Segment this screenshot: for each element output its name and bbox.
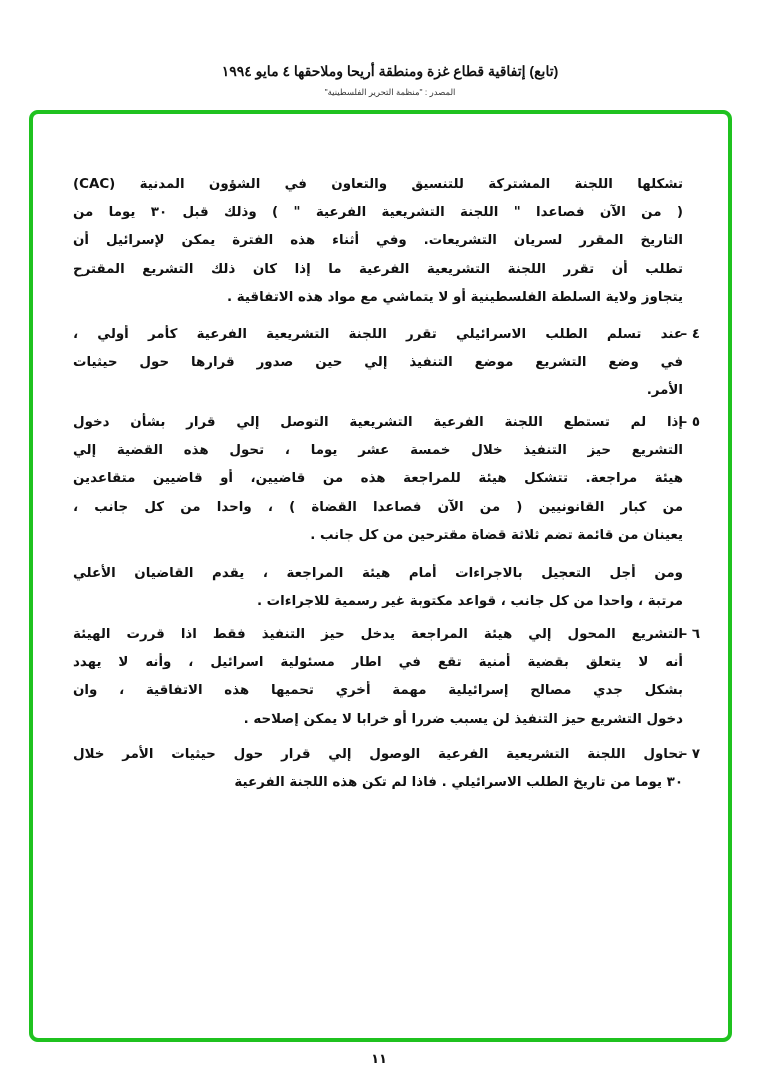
text-line: تطلب أن تقرر اللجنة التشريعية الفرعية ما إذا كان ذلك التشريع المقترح (73, 261, 683, 277)
text-line: ٣٠ يوما من تاريخ الطلب الاسرائيلي . فاذا لم تكن هذه اللجنة الفرعية (234, 775, 683, 791)
text-line: ومن أجل التعجيل بالاجراءات أمام هيئة المراجعة ، يقدم القاضيان الأعلي (73, 566, 683, 581)
text-line: دخول التشريع حيز التنفيذ لن يسبب ضررا أو خرابا لا يمكن إصلاحه . (243, 711, 683, 727)
text-line: التاريخ المقرر لسريان التشريعات. وفي أثناء هذه الفترة يمكن لإسرائيل أن (73, 233, 683, 249)
text-line: هيئة مراجعة. تتشكل هيئة للمراجعة هذه من قاضيين، أو قاضيين متقاعدين (73, 471, 683, 487)
text-line: الأمر. (646, 383, 683, 399)
text-line: تشكلها اللجنة المشتركة للتنسيق والتعاون في الشؤون المدنية (CAC) (73, 177, 683, 192)
document-title: (تابع) إتفاقية قطاع غزة ومنطقة أريحا وملاحقها ٤ مايو ١٩٩٤ (221, 63, 559, 79)
text-line: تحاول اللجنة التشريعية الفرعية الوصول إلي قرار حول حيثيات الأمر خلال (73, 747, 683, 762)
text-line: ( من الآن فصاعدا " اللجنة التشريعية الفرعية " ) وذلك قبل ٣٠ يوما من (73, 205, 683, 221)
text-line: أنه لا يتعلق بقضية أمنية تقع في اطار مسئولية اسرائيل ، وأنه لا يهدد (73, 655, 683, 671)
item-number: ٥ – (680, 415, 700, 430)
text-line: عند تسلم الطلب الاسرائيلي تقرر اللجنة التشريعية الفرعية كأمر أولي ، (73, 327, 683, 342)
text-line: يعينان من قائمة تضم ثلاثة قضاة مقترحين من كل جانب . (310, 527, 683, 543)
text-line: بشكل جدي مصالح إسرائيلية مهمة أخري تحميها هذه الاتفاقية ، وان (73, 683, 683, 699)
item-number: ٦ – (680, 627, 700, 642)
text-line: التشريع حيز التنفيذ خلال خمسة عشر يوما ، تحول هذه القضية إلي (73, 443, 683, 459)
text-line: في وضع التشريع موضع التنفيذ إلي حين صدور قرارها حول حيثيات (73, 355, 683, 371)
item-number: ٧ – (680, 747, 700, 762)
text-line: التشريع المحول إلي هيئة المراجعة يدخل حيز التنفيذ فقط اذا قررت الهيئة (73, 627, 683, 642)
text-line: من كبار القانونيين ( من الآن فصاعدا القضاة ) ، واحدا من كل جانب ، (73, 499, 683, 515)
text-line: مرتبة ، واحدا من كل جانب ، قواعد مكتوبة غير رسمية للاجراءات . (256, 594, 683, 610)
document-source: المصدر : "منظمة التحرير الفلسطينية" (324, 87, 456, 97)
text-line: يتجاوز ولاية السلطة الفلسطينية أو لا يتماشي مع مواد هذه الاتفاقية . (226, 289, 683, 305)
text-line: إذا لم تستطع اللجنة الفرعية التشريعية التوصل إلي قرار بشأن دخول (73, 415, 683, 430)
item-number: ٤ – (680, 327, 700, 342)
page-number: ١١ (371, 1052, 387, 1067)
